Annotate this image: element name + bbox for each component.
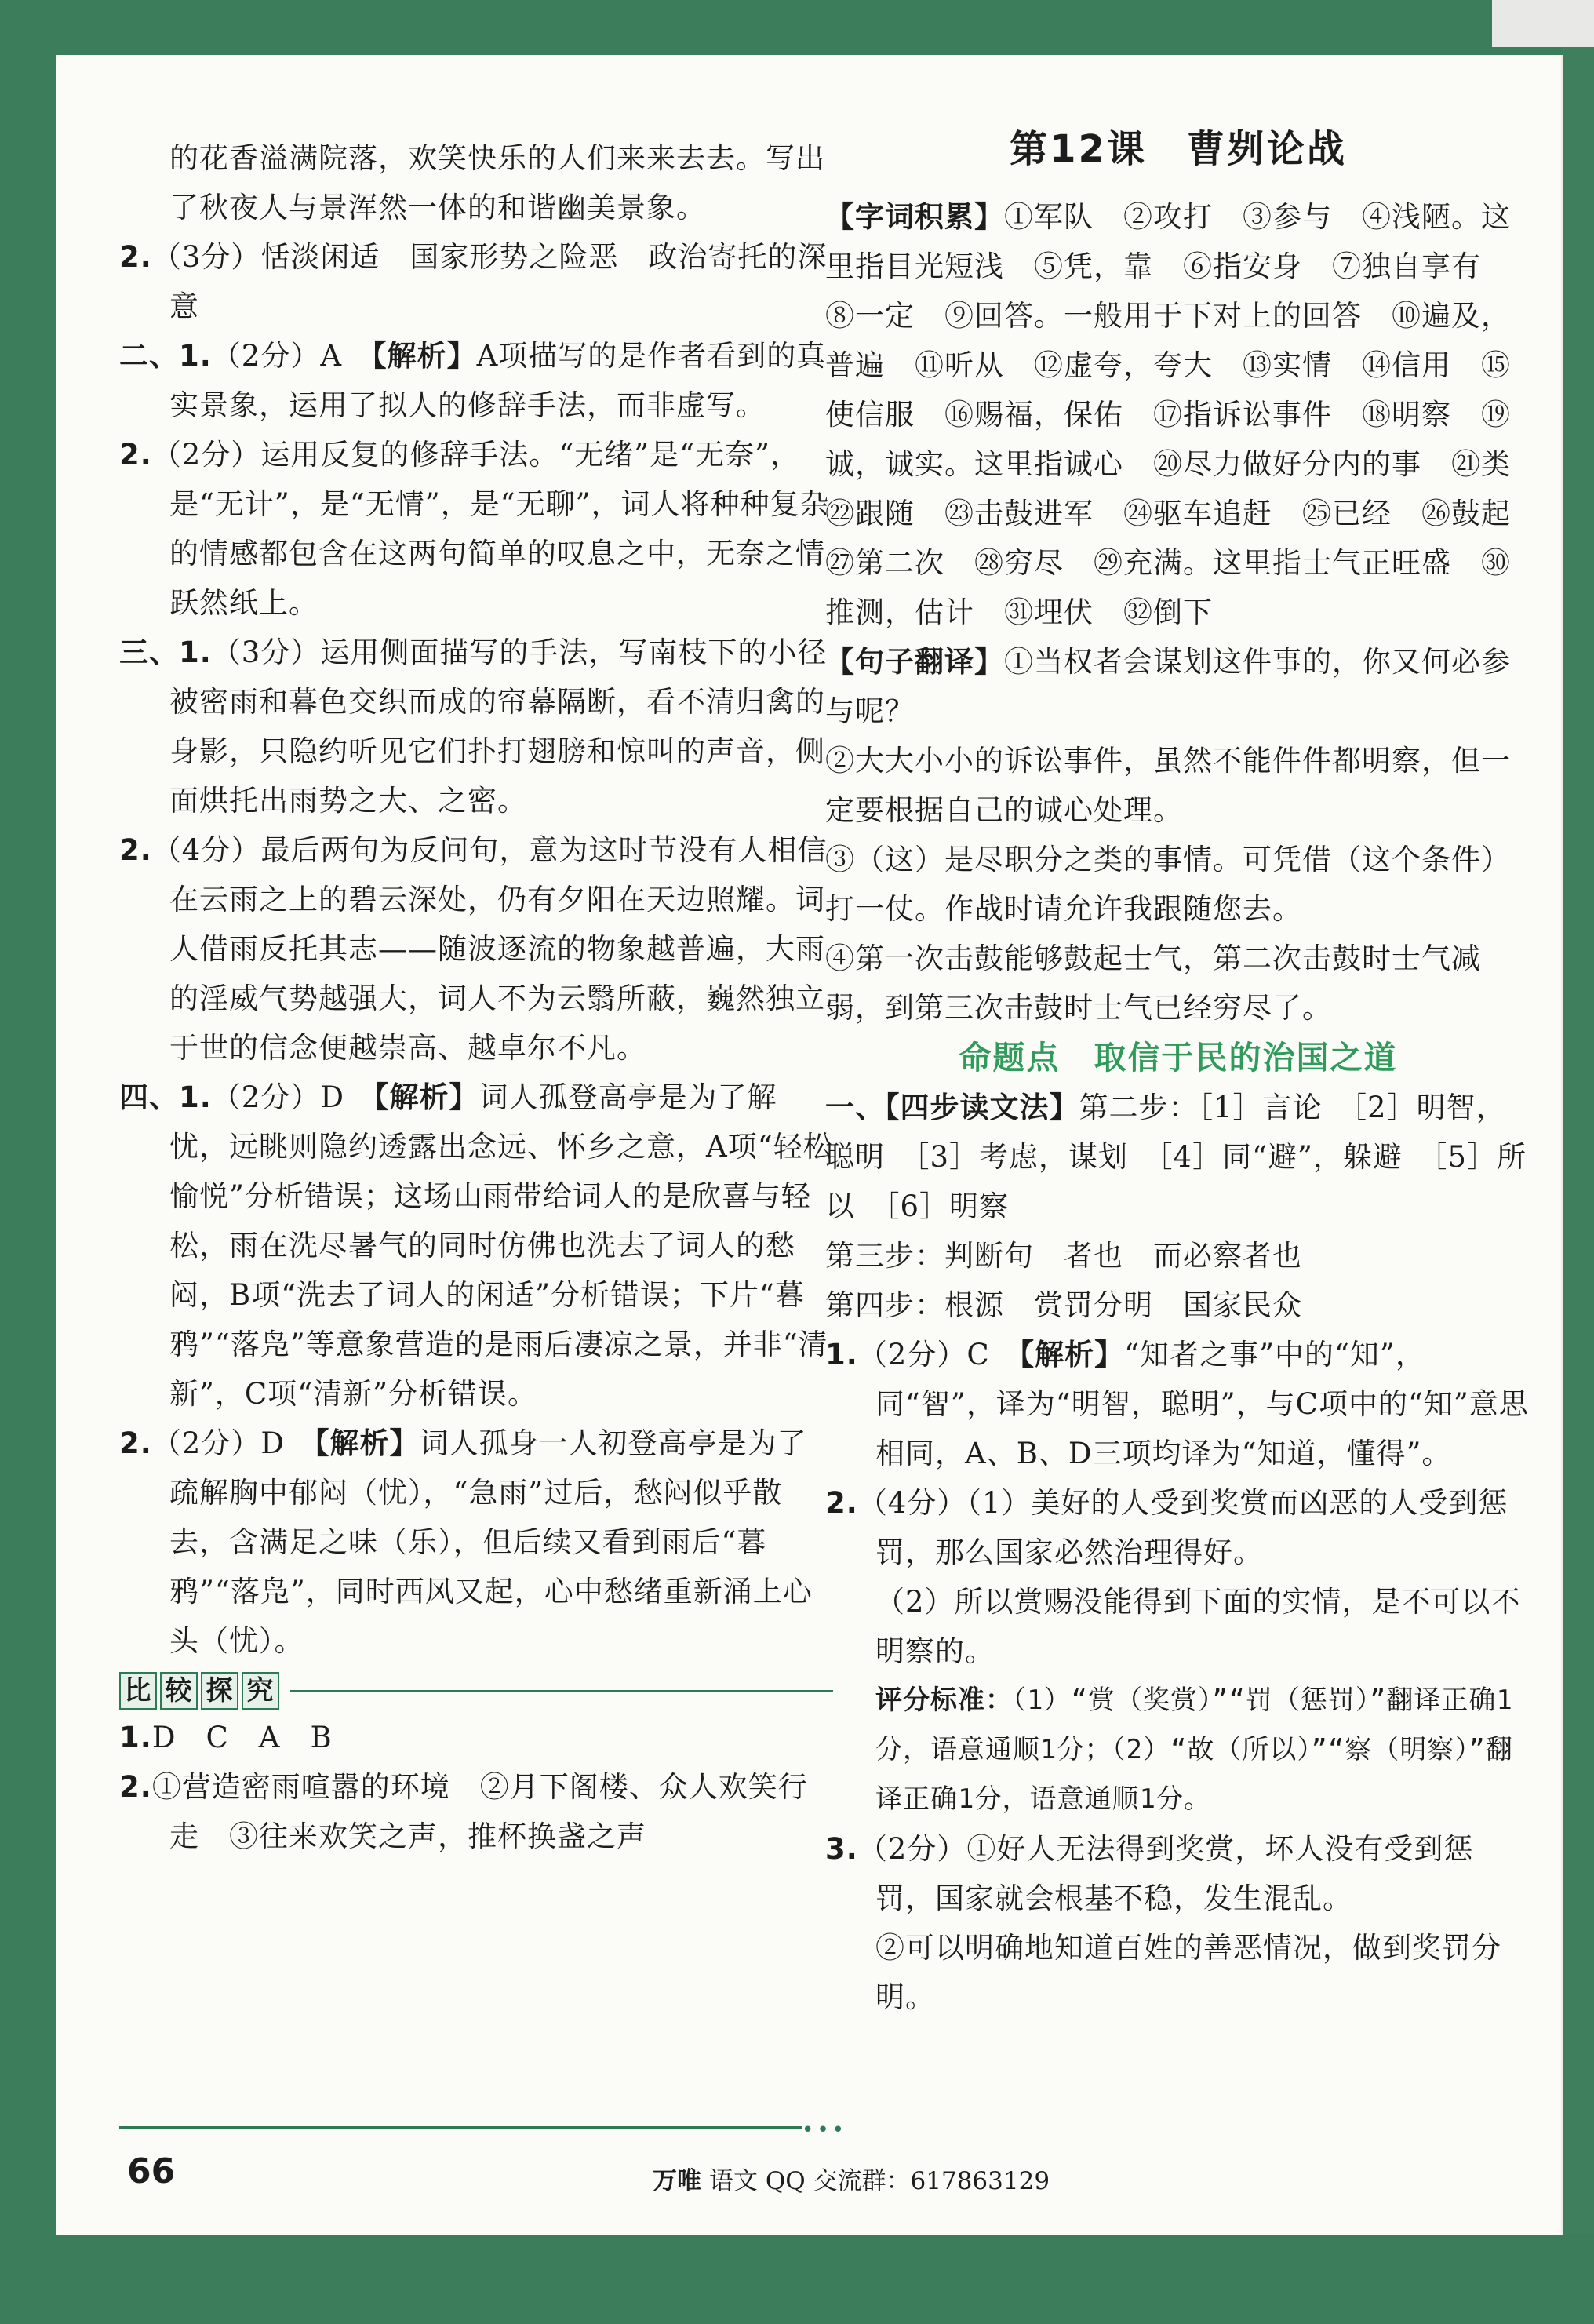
answer-4-1 [119,1073,833,1419]
answer-4-2 [119,1419,833,1666]
item-number: 2. [119,1770,152,1804]
translate-item: ④第一次击鼓能够鼓起士气，第二次击鼓时士气减弱，到第三次击鼓时士气已经穷尽了。 [825,942,1481,1025]
answer-3-1 [119,628,833,825]
translate-item: ①当权者会谋划这件事的，你又何必参与呢？ [825,645,1511,728]
lesson-title: 第12课 曹刿论战 [1010,127,1347,171]
question-1 [825,1330,1531,1478]
translate-section [825,637,1531,736]
item-number: 2. [119,833,152,867]
footer-text: 语文 QQ 交流群：617863129 [709,2167,1050,2195]
answer-text: （4分）（1）美好的人受到奖赏而凶恶的人受到惩罚，那么国家必然治理得好。 [857,1486,1508,1569]
compare-char: 比 [119,1672,157,1710]
item-number: 1. [825,1338,858,1371]
question-2 [825,1478,1531,1577]
item-number: 2. [119,240,152,274]
answer-continued: 的花香溢满院落，欢笑快乐的人们来来去去。写出了秋夜人与景浑然一体的和谐幽美景象。 [169,141,825,224]
scoring-tag: 评分标准： [875,1685,1013,1716]
translate-tag: 【句子翻译】 [825,645,1004,679]
dots-icon: ••• [802,2118,848,2142]
answer-1-2 [119,232,833,331]
scoring-criteria [825,1676,1531,1824]
right-column [825,106,1541,2022]
item-number: 二、1. [119,339,212,373]
compare-char: 较 [160,1672,198,1710]
item-number: 一、 [825,1091,885,1124]
compare-explore-header [119,1672,833,1710]
answer-2-1 [119,331,833,430]
answer-text: ①营造密雨喧嚣的环境 ②月下阁楼、众人欢笑行走 ③往来欢笑之声，推杯换盏之声 [151,1770,808,1853]
analysis-text: “知者之事”中的“知”，同“智”，译为“明智，聪明”，与C项中的“知”意思相同，A、B、D三项均译为“知道，懂得”。 [875,1338,1529,1470]
compare-char: 探 [201,1672,238,1710]
four-step-tag: 【四步读文法】 [885,1091,1079,1124]
answer-2-2 [119,430,833,628]
frame-left [0,0,56,2324]
analysis-tag: 【解析】 [315,1426,420,1460]
analysis-text: 词人孤身一人初登高亭是为了疏解胸中郁闷（忧），“急雨”过后，愁闷似乎散去，含满足之味（乐），但后续又看到雨后“暮鸦”“落凫”，同时西风又起，心中愁绪重新涌上心头（忧）。 [169,1426,813,1658]
section-heading: 命题点 取信于民的治国之道 [959,1039,1398,1076]
footer-rule [119,2126,802,2129]
answer-text: （2分）D [211,1080,375,1114]
step4-text: 第四步：根源 赏罚分明 国家民众 [825,1288,1302,1322]
answer-text: （2分）①好人无法得到奖赏，坏人没有受到惩罚，国家就会根基不稳，发生混乱。 [857,1832,1474,1915]
compare-item-1 [119,1713,833,1762]
question-3-part2: ②可以明确地知道百姓的善恶情况，做到奖罚分明。 [875,1931,1501,2014]
brand-logo: 万唯 [653,2167,701,2195]
four-step-reading [825,1083,1531,1231]
scoring-text: （1）“赏（奖赏）”“罚（惩罚）”翻译正确1分，语意通顺1分；（2）“故（所以）”“察（明察）”翻译正确1分，语意通顺1分。 [875,1685,1513,1815]
vocab-tag: 【字词积累】 [825,200,1004,234]
translate-item: ③（这）是尽职分之类的事情。可凭借（这个条件）打一仗。作战时请允许我跟随您去。 [825,843,1511,926]
analysis-text: 词人孤登高亭是为了解忧，远眺则隐约透露出念远、怀乡之意，A项“轻松愉悦”分析错误；这场山雨带给词人的是欣喜与轻松，雨在洗尽暑气的同时仿佛也洗去了词人的愁闷，B项“洗去了词人的闲适”分析错误；下片“暮鸦”“落凫”等意象营造的是雨后凄凉之景，并非“清新”，C项“清新”分析错误。 [169,1080,833,1411]
frame-right [1563,0,1594,2324]
item-number: 四、1. [119,1080,212,1114]
item-number: 3. [825,1832,858,1866]
answer-text: （4分）最后两句为反问句，意为这时节没有人相信在云雨之上的碧云深处，仍有夕阳在天边照耀。词人借雨反托其志——随波逐流的物象越普遍，大雨的淫威气势越强大，词人不为云翳所蔽，巍然独立于世的信念便越崇高、越卓尔不凡。 [151,833,828,1065]
answer-text: （3分）恬淡闲适 国家形势之险恶 政治寄托的深意 [151,240,828,323]
vocab-text: ①军队 ②攻打 ③参与 ④浅陋。这里指目光短浅 ⑤凭，靠 ⑥指安身 ⑦独自享有 ⑧一定 ⑨回答。一般用于下对上的回答 ⑩遍及，普遍 ⑪听从 ⑫虚夸，夸大 ⑬实情 ⑭信用 ⑮使信服 ⑯赐福，保佑 ⑰指诉讼事件 ⑱明察 ⑲诚，诚实。这里指诚心 ⑳尽力做好分内的事 ㉑类 ㉒跟随 ㉓击鼓进军 ㉔驱车追赶 ㉕已经 ㉖鼓起 ㉗第二次 ㉘穷尽 ㉙充满。这里指士气正旺盛 ㉚推测，估计 ㉛埋伏 ㉜倒下 [825,200,1541,629]
item-number: 三、1. [119,636,212,669]
frame-top [0,0,1594,55]
answer-text: （2分）D [151,1426,315,1460]
page-number: 66 [127,2151,176,2191]
analysis-tag: 【解析】 [1019,1338,1125,1371]
left-column [119,133,833,1861]
step2-text: 第二步：［1］言论 ［2］明智，聪明 ［3］考虑，谋划 ［4］同“避”，躲避 ［5］所以 ［6］明察 [825,1091,1527,1223]
question-2-part2: （2）所以赏赐没能得到下面的实情，是不可以不明察的。 [875,1585,1521,1668]
page [56,55,1561,2235]
compare-rule [290,1690,833,1692]
analysis-tag: 【解析】 [374,1080,479,1114]
analysis-tag: 【解析】 [372,339,477,373]
answer-text: （2分）A [211,339,373,373]
compare-char: 究 [242,1672,279,1710]
compare-item-2 [119,1762,833,1861]
frame-bottom [0,2235,1594,2324]
item-number: 1. [119,1721,152,1754]
translate-item: ②大大小小的诉讼事件，虽然不能件件都明察，但一定要根据自己的诚心处理。 [825,744,1511,827]
item-number: 2. [825,1486,858,1520]
analysis-text: A项描写的是作者看到的真实景象，运用了拟人的修辞手法，而非虚写。 [169,339,827,422]
question-3 [825,1824,1531,1923]
frame-corner [1492,0,1594,47]
footer-info [653,2161,1050,2196]
answer-text: D C A B [151,1721,333,1754]
answer-text: （3分）运用侧面描写的手法，写南枝下的小径被密雨和暮色交织而成的帘幕隔断，看不清归禽的身影，只隐约听见它们扑打翅膀和惊叫的声音，侧面烘托出雨势之大、之密。 [169,636,828,818]
item-number: 2. [119,438,152,472]
vocab-section [825,192,1541,637]
step3-text: 第三步：判断句 者也 而必察者也 [825,1239,1302,1273]
answer-text: （2分）运用反复的修辞手法。“无绪”是“无奈”，是“无计”，是“无情”，是“无聊”，词人将种种复杂的情感都包含在这两句简单的叹息之中，无奈之情跃然纸上。 [151,438,830,620]
item-number: 2. [119,1426,152,1460]
answer-3-2 [119,825,833,1073]
answer-text: （2分）C [857,1338,1020,1371]
